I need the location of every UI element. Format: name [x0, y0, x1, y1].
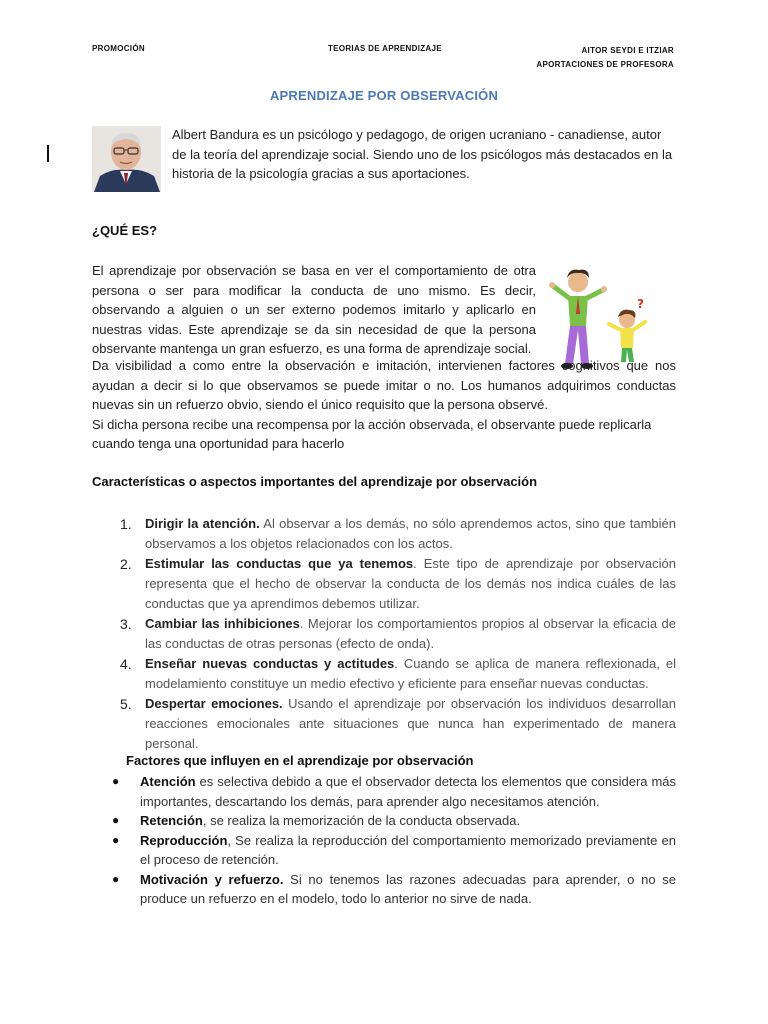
- header-center: TEORIAS DE APRENDIZAJE: [328, 44, 442, 53]
- header-right-line1: AITOR SEYDI E ITZIAR: [581, 46, 674, 55]
- que-es-paragraph-3: Si dicha persona recibe una recompensa por la acción observada, el observante puede replicarla cuando tenga una oportunidad para hacerlo: [92, 416, 652, 451]
- section-heading-que-es: ¿QUÉ ES?: [92, 223, 158, 238]
- header-left: PROMOCIÓN: [92, 44, 145, 53]
- section-heading-factores: Factores que influyen en el aprendizaje por observación: [126, 753, 474, 768]
- list-item: 1. Dirigir la atención. Al observar a los demás, no sólo aprendemos actos, sino que también observamos a los objetos relacionados con los actos.: [120, 516, 676, 551]
- list-item: ● Reproducción, Se realiza la reproducción del comportamiento memorizado previamente en el proceso de retención.: [112, 832, 676, 867]
- bullet-icon: ●: [112, 832, 120, 847]
- bullet-icon: ●: [112, 871, 120, 886]
- section-heading-caracteristicas: Características o aspectos importantes del aprendizaje por observación: [92, 474, 538, 489]
- que-es-paragraph-2: Da visibilidad a como entre la observación e imitación, intervienen factores cognitivos que nos ayudan a decir si lo que observamos se puede imitar o no. Los humanos adquirimos conductas nuevas sin un refuerzo obvio, siendo el único requisito que la persona observé.: [92, 358, 676, 412]
- question-mark: ?: [637, 297, 644, 311]
- intro-text: Albert Bandura es un psicólogo y pedagogo, de origen ucraniano - canadiense, autor de la teoría del aprendizaje social. Siendo uno de los psicólogos más destacados en la historia de la psicología gracias a sus aportaciones.: [172, 127, 673, 181]
- list-item: 4. Enseñar nuevas conductas y actitudes. Cuando se aplica de manera reflexionada, el modelamiento constituye un medio efectivo y eficiente para enseñar nuevas conductas.: [120, 656, 676, 691]
- que-es-paragraph-1: El aprendizaje por observación se basa en ver el comportamiento de otra persona o ser para modificar la conducta de uno mismo. Es decir, observando a alguien o un ser externo podemos imitarlo y aplicarlo en nuestras vidas. Este aprendizaje se da sin necesidad de que la persona observante mantenga un gran esfuerzo, es una forma de aprendizaje social.: [92, 263, 536, 356]
- list-item: ● Retención, se realiza la memorización de la conducta observada.: [92, 811, 676, 831]
- header-right: [536, 44, 674, 72]
- list-item: ● Motivación y refuerzo. Si no tenemos las razones adecuadas para aprender, o no se produce un refuerzo en el modelo, todo lo anterior no sirve de nada.: [112, 871, 676, 906]
- bullet-icon: ●: [112, 774, 120, 788]
- factores-list: [92, 772, 676, 909]
- list-item: ● Atención es selectiva debido a que el observador detecta los elementos que considera más importantes, descartando los demás, para aprender algo necesitamos atención.: [112, 774, 676, 809]
- caracteristicas-list: [92, 514, 676, 754]
- que-es-paragraphs-2-3: [92, 356, 676, 454]
- bandura-portrait: [92, 126, 161, 192]
- list-item: 3. Cambiar las inhibiciones. Mejorar los comportamientos propios al observar la eficacia de las conductas de otras personas (efecto de onda).: [120, 616, 676, 651]
- list-item: 5. Despertar emociones. Usando el aprendizaje por observación los individuos desarrollan reacciones emocionales ante situaciones que nunca han experimentado de manera personal.: [120, 696, 676, 751]
- text-cursor: [47, 145, 49, 162]
- header-right-line2: APORTACIONES DE PROFESORA: [536, 60, 674, 69]
- list-item: 2. Estimular las conductas que ya tenemos. Este tipo de aprendizaje por observación representa que el hecho de observar la conducta de los demás nos indica cuáles de las conductas que ya aprendimos debemos utilizar.: [120, 556, 676, 611]
- bullet-icon: ●: [112, 813, 120, 827]
- page-title: APRENDIZAJE POR OBSERVACIÓN: [269, 88, 499, 103]
